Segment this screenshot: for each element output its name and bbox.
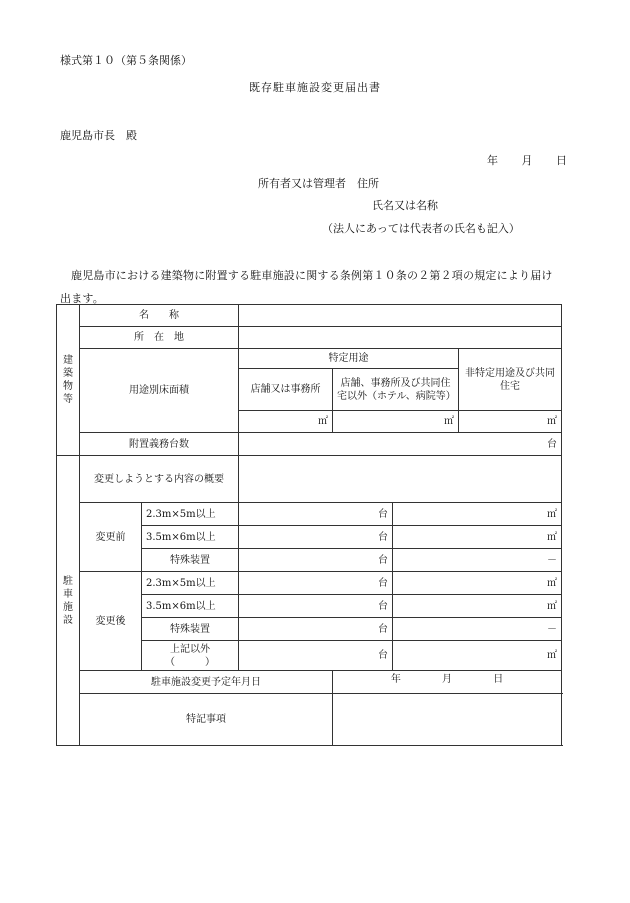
after-special-device-label: 特殊装置 — [142, 618, 239, 641]
before-size-large-area-field[interactable] — [393, 526, 562, 549]
planned-date-field[interactable] — [333, 671, 562, 694]
cars-unit: 台 — [378, 531, 388, 543]
sqm-unit: ㎡ — [547, 416, 557, 427]
notification-form-table — [56, 304, 562, 746]
sqm-unit: ㎡ — [547, 508, 557, 520]
planned-date-month: 月 — [442, 674, 452, 685]
store-office-area-field[interactable] — [239, 411, 333, 433]
form-title: 既存駐車施設変更届出書 — [249, 81, 381, 94]
name-label: 名 称 — [80, 305, 239, 327]
change-summary-label: 変更しようとする内容の概要 — [80, 456, 239, 503]
before-size-small-count-field[interactable] — [239, 503, 393, 526]
other-paren-field[interactable]: （ ） — [165, 656, 215, 668]
after-special-device-area-field — [393, 618, 562, 641]
before-special-device-count-field[interactable] — [239, 549, 393, 572]
before-label: 変更前 — [80, 503, 142, 572]
other-use-label: 店舗、事務所及び共同住宅以外（ホテル、病院等） — [333, 369, 459, 411]
planned-date-day: 日 — [493, 674, 504, 685]
body-text: 鹿児島市における建築物に附置する駐車施設に関する条例第１０条の２第２項の規定により届け出ます。 — [60, 269, 553, 305]
form-number: 様式第１０（第５条関係） — [60, 54, 192, 67]
addressee: 鹿児島市長 殿 — [60, 129, 137, 142]
date-month-label: 月 — [521, 154, 533, 167]
after-size-large-area-field[interactable] — [393, 595, 562, 618]
cars-unit: 台 — [547, 438, 557, 450]
before-size-large-count-field[interactable] — [239, 526, 393, 549]
sqm-unit: ㎡ — [444, 416, 454, 427]
remarks-field[interactable] — [333, 694, 562, 746]
floor-area-label: 用途別床面積 — [80, 349, 239, 433]
sqm-unit: ㎡ — [547, 577, 557, 589]
remarks-label: 特記事項 — [80, 694, 333, 746]
after-label: 変更後 — [80, 572, 142, 671]
cars-unit: 台 — [378, 577, 388, 589]
sqm-unit: ㎡ — [547, 600, 557, 612]
after-size-small-label: 2.3m×5m以上 — [142, 572, 239, 595]
cars-unit: 台 — [378, 554, 388, 566]
name-field[interactable] — [239, 305, 562, 327]
other-above-label: 上記以外 — [170, 643, 210, 655]
building-group-label: 建 築 物 等 — [57, 305, 80, 456]
store-office-label: 店舗又は事務所 — [239, 369, 333, 411]
parking-group-label: 駐 車 施 設 — [57, 456, 80, 746]
applicant-note: （法人にあっては代表者の氏名も記入） — [322, 222, 520, 235]
applicant-address-label: 所有者又は管理者 住所 — [258, 177, 379, 190]
dash: － — [547, 623, 557, 635]
after-other-count-field[interactable] — [239, 641, 393, 671]
specific-use-label: 特定用途 — [239, 349, 459, 369]
cars-unit: 台 — [378, 623, 388, 635]
date-line — [487, 152, 567, 168]
planned-date-label: 駐車施設変更予定年月日 — [80, 671, 333, 694]
sqm-unit: ㎡ — [318, 416, 328, 427]
non-specific-use-label: 非特定用途及び共同住宅 — [459, 349, 562, 411]
date-year-label: 年 — [487, 154, 498, 167]
sqm-unit: ㎡ — [547, 531, 557, 543]
planned-date-year: 年 — [390, 674, 401, 685]
before-size-small-label: 2.3m×5m以上 — [142, 503, 239, 526]
dash: － — [547, 554, 557, 566]
after-special-device-count-field[interactable] — [239, 618, 393, 641]
location-field[interactable] — [239, 327, 562, 349]
sqm-unit: ㎡ — [547, 650, 557, 661]
after-size-small-area-field[interactable] — [393, 572, 562, 595]
cars-unit: 台 — [378, 600, 388, 612]
other-use-area-field[interactable] — [333, 411, 459, 433]
after-other-area-field[interactable] — [393, 641, 562, 671]
applicant-name-label: 氏名又は名称 — [372, 199, 438, 212]
before-special-device-area-field — [393, 549, 562, 572]
required-spaces-label: 附置義務台数 — [80, 433, 239, 456]
after-size-small-count-field[interactable] — [239, 572, 393, 595]
before-special-device-label: 特殊装置 — [142, 549, 239, 572]
location-label: 所 在 地 — [80, 327, 239, 349]
before-size-small-area-field[interactable] — [393, 503, 562, 526]
after-size-large-count-field[interactable] — [239, 595, 393, 618]
non-specific-area-field[interactable] — [459, 411, 562, 433]
after-other-label — [142, 641, 239, 671]
cars-unit: 台 — [378, 650, 388, 661]
before-size-large-label: 3.5m×6m以上 — [142, 526, 239, 549]
cars-unit: 台 — [378, 508, 388, 520]
date-day-label: 日 — [556, 154, 567, 167]
change-summary-field[interactable] — [239, 456, 562, 503]
after-size-large-label: 3.5m×6m以上 — [142, 595, 239, 618]
required-spaces-field[interactable] — [239, 433, 562, 456]
